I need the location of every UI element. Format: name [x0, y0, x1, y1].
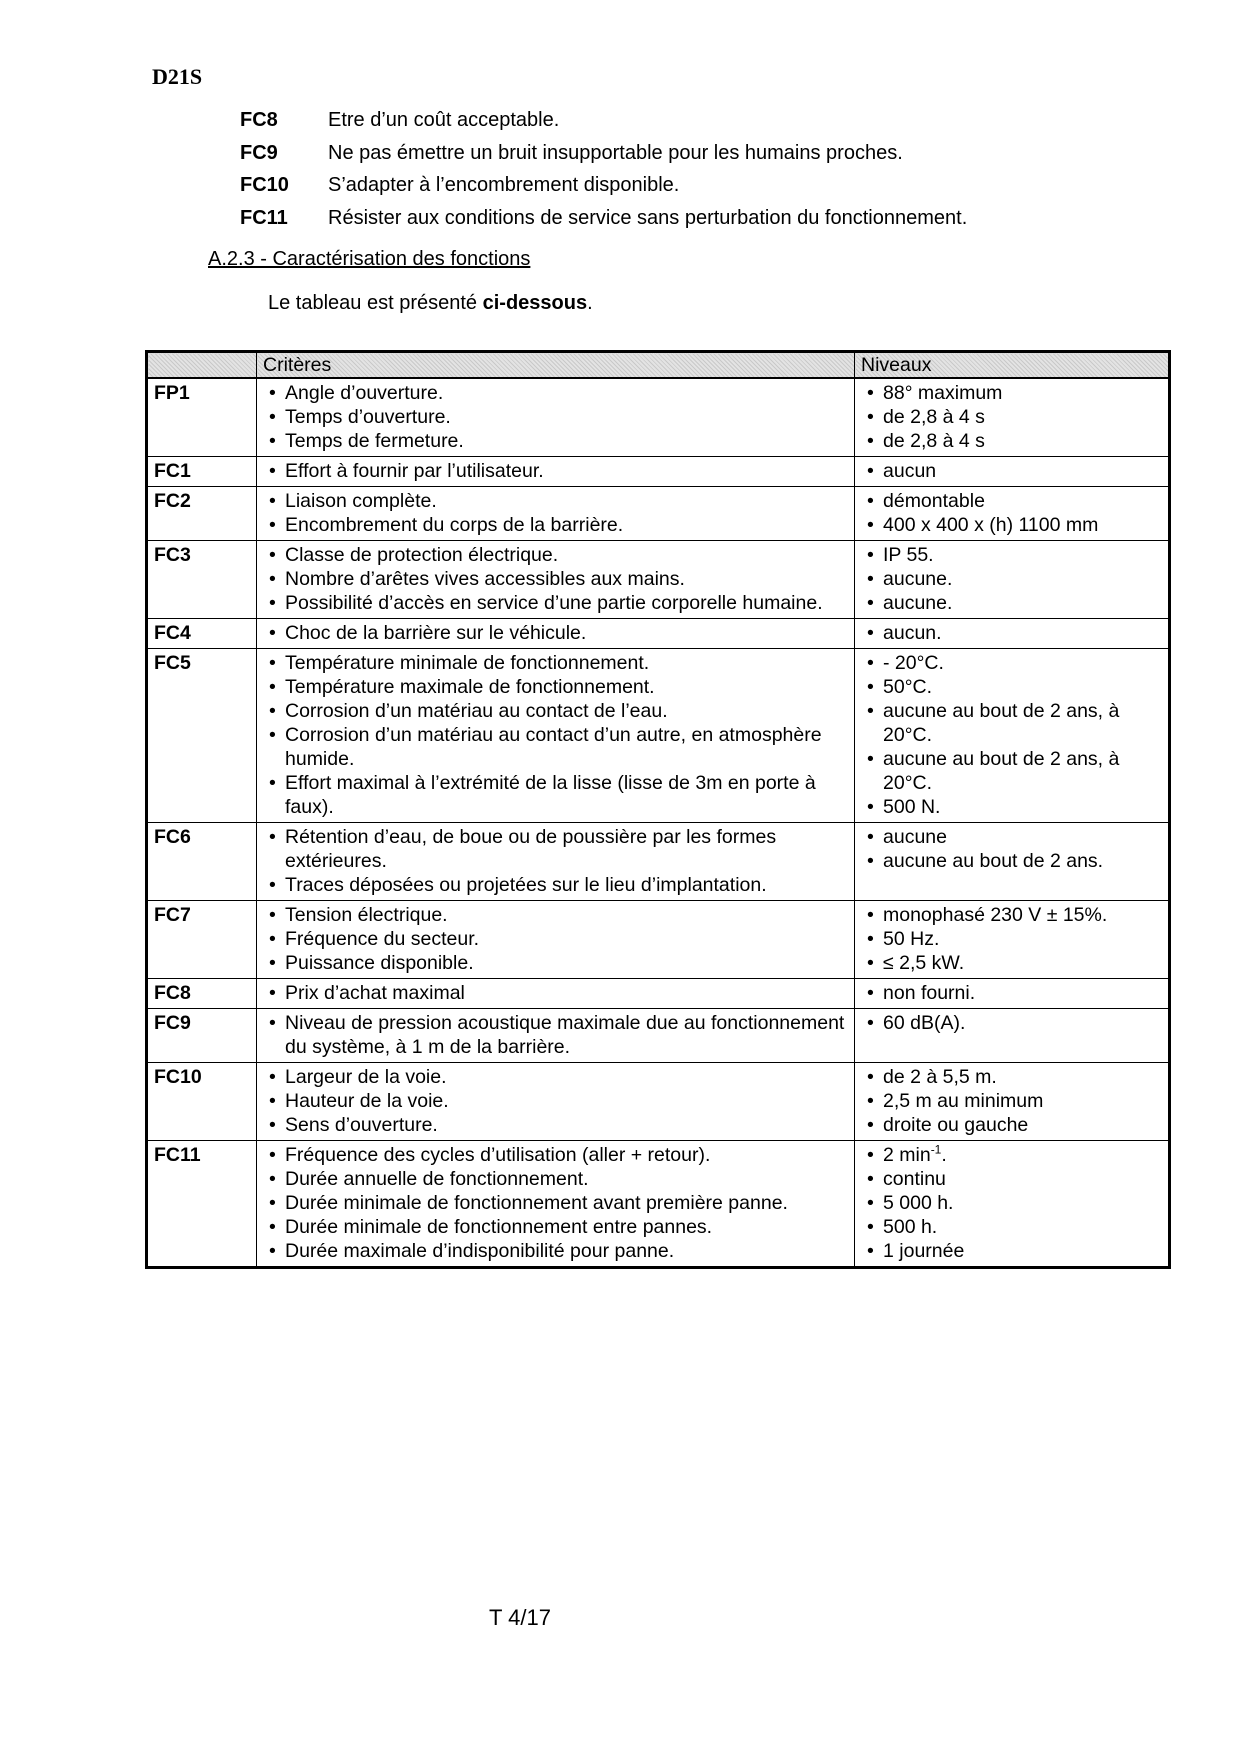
row-code: FC9: [147, 1009, 257, 1063]
niveau-item: • démontable: [861, 489, 1162, 513]
page-number: T 4/17: [489, 1605, 551, 1630]
function-text: Ne pas émettre un bruit insupportable pour les humains proches.: [328, 141, 903, 164]
row-code: FC5: [147, 649, 257, 823]
function-code: FC10: [240, 174, 289, 196]
row-code: FC4: [147, 619, 257, 649]
critere-item: • Durée annuelle de fonctionnement.: [263, 1167, 848, 1191]
critere-item: • Encombrement du corps de la barrière.: [263, 513, 848, 537]
function-code: FC9: [240, 141, 278, 164]
niveau-item: • aucune: [861, 825, 1162, 849]
list-item: [240, 137, 1140, 170]
list-item: [240, 169, 1140, 202]
niveau-item: • 500 N.: [861, 795, 1162, 819]
function-code: FC11: [240, 206, 288, 229]
critere-item: • Durée minimale de fonctionnement entre pannes.: [263, 1215, 848, 1239]
critere-item: • Liaison complète.: [263, 489, 848, 513]
niveau-item: • monophasé 230 V ± 15%.: [861, 903, 1162, 927]
critere-item: • Puissance disponible.: [263, 951, 848, 975]
row-code: FC11: [147, 1141, 257, 1268]
criteres-cell: [257, 649, 855, 823]
niveaux-cell: [855, 457, 1170, 487]
niveau-item: • aucun.: [861, 621, 1162, 645]
table-row: [147, 457, 1170, 487]
niveau-item: • droite ou gauche: [861, 1113, 1162, 1137]
critere-item: • Corrosion d’un matériau au contact d’un autre, en atmosphère humide.: [263, 723, 848, 771]
niveau-suffix: .: [941, 1144, 947, 1166]
intro-suffix: .: [587, 292, 593, 314]
niveau-item: • aucun: [861, 459, 1162, 483]
critere-item: • Prix d’achat maximal: [263, 981, 848, 1005]
table-row: [147, 378, 1170, 457]
niveau-text: 2 min: [883, 1144, 931, 1166]
function-text: S’adapter à l’encombrement disponible.: [328, 174, 680, 196]
niveau-item: • aucune au bout de 2 ans.: [861, 849, 1162, 873]
niveau-item: • IP 55.: [861, 543, 1162, 567]
criteres-cell: [257, 823, 855, 901]
header-niveaux: Niveaux: [855, 352, 1170, 379]
table-row: [147, 823, 1170, 901]
critere-item: • Durée minimale de fonctionnement avant première panne.: [263, 1191, 848, 1215]
table-row: [147, 541, 1170, 619]
niveaux-cell: [855, 901, 1170, 979]
table-row: [147, 1141, 1170, 1268]
critere-item: • Classe de protection électrique.: [263, 543, 848, 567]
criteres-cell: [257, 1009, 855, 1063]
niveau-item: • de 2 à 5,5 m.: [861, 1065, 1162, 1089]
criteres-cell: [257, 901, 855, 979]
row-code: FP1: [147, 378, 257, 457]
niveaux-cell: [855, 649, 1170, 823]
niveaux-cell: [855, 979, 1170, 1009]
niveau-item: • ≤ 2,5 kW.: [861, 951, 1162, 975]
niveau-item: [861, 1143, 1162, 1167]
niveau-item: • aucune.: [861, 567, 1162, 591]
niveau-item: • 2,5 m au minimum: [861, 1089, 1162, 1113]
list-item: [240, 104, 1140, 137]
table-row: [147, 1063, 1170, 1141]
critere-item: • Fréquence du secteur.: [263, 927, 848, 951]
criteres-cell: [257, 1141, 855, 1268]
niveau-item: • 1 journée: [861, 1239, 1162, 1263]
niveau-item: • continu: [861, 1167, 1162, 1191]
critere-item: • Effort maximal à l’extrémité de la lisse (lisse de 3m en porte à faux).: [263, 771, 848, 819]
critere-item: • Tension électrique.: [263, 903, 848, 927]
critere-item: • Choc de la barrière sur le véhicule.: [263, 621, 848, 645]
niveaux-cell: [855, 1063, 1170, 1141]
critere-item: • Fréquence des cycles d’utilisation (aller + retour).: [263, 1143, 848, 1167]
critere-item: • Nombre d’arêtes vives accessibles aux mains.: [263, 567, 848, 591]
criteres-cell: [257, 378, 855, 457]
niveaux-cell: [855, 619, 1170, 649]
row-code: FC2: [147, 487, 257, 541]
niveaux-cell: [855, 1141, 1170, 1268]
function-code: FC8: [240, 109, 278, 131]
critere-item: • Durée maximale d’indisponibilité pour panne.: [263, 1239, 848, 1263]
niveau-item: • 88° maximum: [861, 381, 1162, 405]
table-row: [147, 619, 1170, 649]
niveaux-cell: [855, 378, 1170, 457]
critere-item: • Largeur de la voie.: [263, 1065, 848, 1089]
niveau-item: • aucune au bout de 2 ans, à 20°C.: [861, 747, 1162, 795]
niveaux-cell: [855, 823, 1170, 901]
function-text: Etre d’un coût acceptable.: [328, 109, 560, 131]
niveau-item: • 400 x 400 x (h) 1100 mm: [861, 513, 1162, 537]
critere-item: • Température maximale de fonctionnement.: [263, 675, 848, 699]
row-code: FC3: [147, 541, 257, 619]
critere-item: • Temps de fermeture.: [263, 429, 848, 453]
intro-prefix: Le tableau est présenté: [268, 292, 483, 314]
niveau-item: • de 2,8 à 4 s: [861, 429, 1162, 453]
header-code-cell: [147, 352, 257, 379]
section-title: A.2.3 - Caractérisation des fonctions: [208, 248, 531, 270]
critere-item: • Température minimale de fonctionnement.: [263, 651, 848, 675]
table-row: [147, 1009, 1170, 1063]
function-text: Résister aux conditions de service sans perturbation du fonctionnement.: [328, 206, 968, 229]
row-code: FC10: [147, 1063, 257, 1141]
header-criteres: Critères: [257, 352, 855, 379]
critere-item: • Effort à fournir par l’utilisateur.: [263, 459, 848, 483]
criteres-cell: [257, 487, 855, 541]
critere-item: • Niveau de pression acoustique maximale due au fonctionnement du système, à 1 m de la barrière.: [263, 1011, 848, 1059]
critere-item: • Hauteur de la voie.: [263, 1089, 848, 1113]
row-code: FC1: [147, 457, 257, 487]
row-code: FC6: [147, 823, 257, 901]
criteria-table: [145, 350, 1171, 1269]
function-list: [240, 104, 1140, 234]
niveau-item: • de 2,8 à 4 s: [861, 405, 1162, 429]
critere-item: • Possibilité d’accès en service d’une partie corporelle humaine.: [263, 591, 848, 615]
niveau-item: • 50°C.: [861, 675, 1162, 699]
critere-item: • Angle d’ouverture.: [263, 381, 848, 405]
criteres-cell: [257, 979, 855, 1009]
criteres-cell: [257, 619, 855, 649]
niveau-item: • 50 Hz.: [861, 927, 1162, 951]
niveau-item: • aucune au bout de 2 ans, à 20°C.: [861, 699, 1162, 747]
table-row: [147, 901, 1170, 979]
niveau-item: • - 20°C.: [861, 651, 1162, 675]
niveau-item: • non fourni.: [861, 981, 1162, 1005]
niveau-item: • aucune.: [861, 591, 1162, 615]
niveaux-cell: [855, 487, 1170, 541]
table-row: [147, 979, 1170, 1009]
document-code: D21S: [152, 64, 203, 89]
intro-text: [268, 292, 593, 315]
criteres-cell: [257, 1063, 855, 1141]
intro-bold: ci-dessous: [482, 292, 588, 314]
critere-item: • Sens d’ouverture.: [263, 1113, 848, 1137]
table-header-row: [147, 352, 1170, 379]
critere-item: • Rétention d’eau, de boue ou de poussière par les formes extérieures.: [263, 825, 848, 873]
niveaux-cell: [855, 541, 1170, 619]
niveau-item: • 5 000 h.: [861, 1191, 1162, 1215]
niveaux-cell: [855, 1009, 1170, 1063]
list-item: [240, 202, 1140, 235]
niveau-item: • 60 dB(A).: [861, 1011, 1162, 1035]
table-row: [147, 649, 1170, 823]
criteres-cell: [257, 457, 855, 487]
critere-item: • Traces déposées ou projetées sur le lieu d’implantation.: [263, 873, 848, 897]
critere-item: • Temps d’ouverture.: [263, 405, 848, 429]
row-code: FC7: [147, 901, 257, 979]
niveau-item: • 500 h.: [861, 1215, 1162, 1239]
row-code: FC8: [147, 979, 257, 1009]
criteres-cell: [257, 541, 855, 619]
table-row: [147, 487, 1170, 541]
critere-item: • Corrosion d’un matériau au contact de l’eau.: [263, 699, 848, 723]
niveau-exponent: -1: [930, 1142, 942, 1157]
